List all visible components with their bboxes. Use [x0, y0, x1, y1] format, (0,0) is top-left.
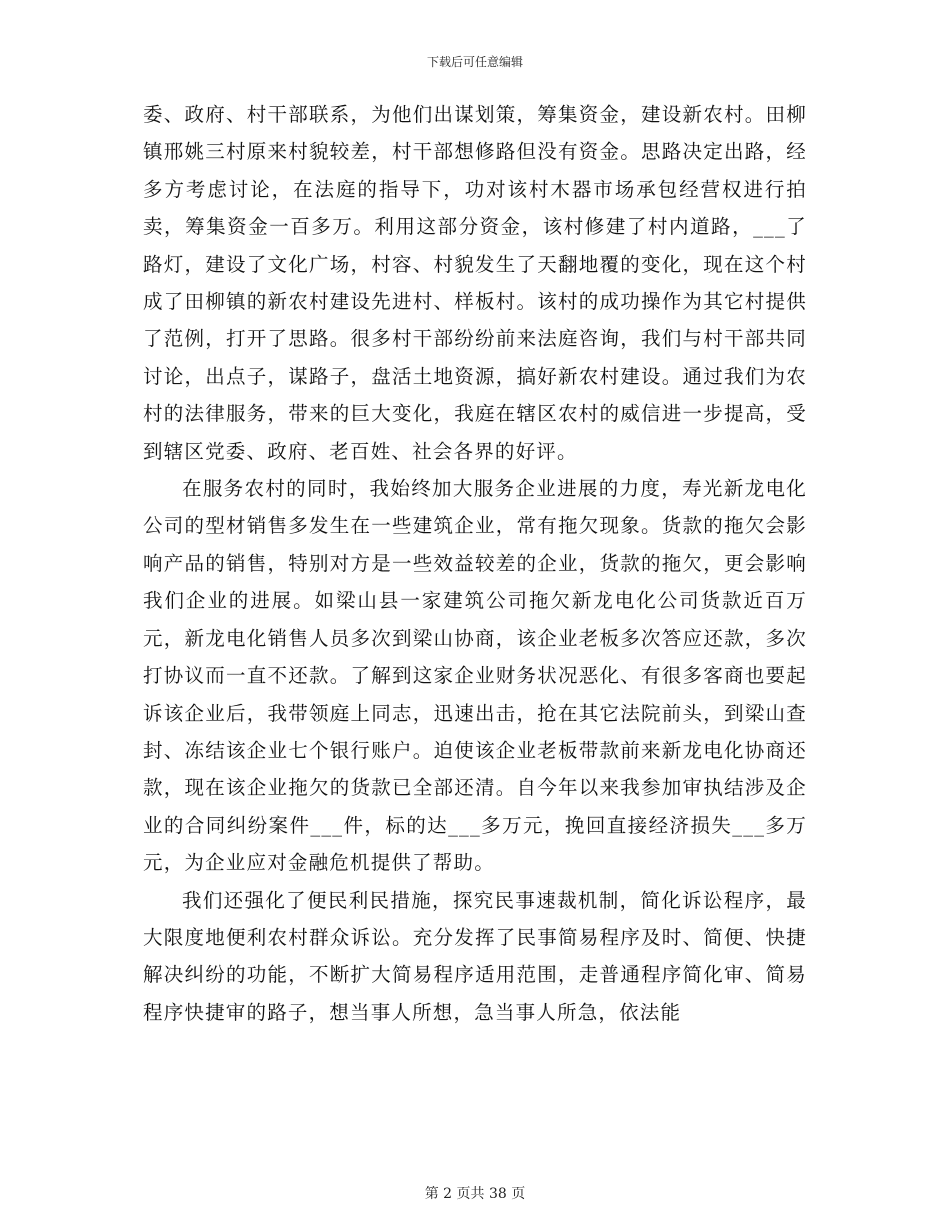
paragraph-1: 委、政府、村干部联系，为他们出谋划策，筹集资金，建设新农村。田柳镇邢姚三村原来村貌较差，村干部想修路但没有资金。思路决定出路，经多方考虑讨论，在法庭的指导下，功对该村木器市场承包经营权进行拍卖，筹集资金一百多万。利用这部分资金，该村修建了村内道路，___了路灯，建设了文化广场，村容、村貌发生了天翻地覆的变化，现在这个村成了田柳镇的新农村建设先进村、样板村。该村的成功操作为其它村提供了范例，打开了思路。很多村干部纷纷前来法庭咨询，我们与村干部共同讨论，出点子，谋路子，盘活土地资源，搞好新农村建设。通过我们为农村的法律服务，带来的巨大变化，我庭在辖区农村的威信进一步提高，受到辖区党委、政府、老百姓、社会各界的好评。 [143, 103, 807, 463]
paragraph-3: 我们还强化了便民利民措施，探究民事速裁机制，简化诉讼程序，最大限度地便利农村群众诉讼。充分发挥了民事简易程序及时、简便、快捷解决纠纷的功能，不断扩大简易程序适用范围，走普通程序简化审、简易程序快捷审的路子，想当事人所想，急当事人所急，依法能 [143, 888, 807, 1024]
document-body [143, 96, 807, 1031]
page-footer: 第 2 页共 38 页 [424, 1186, 526, 1202]
paragraph-2: 在服务农村的同时，我始终加大服务企业进展的力度，寿光新龙电化公司的型材销售多发生在一些建筑企业，常有拖欠现象。货款的拖欠会影响产品的销售，特别对方是一些效益较差的企业，货款的拖欠，更会影响我们企业的进展。如梁山县一家建筑公司拖欠新龙电化公司货款近百万元，新龙电化销售人员多次到梁山协商，该企业老板多次答应还款，多次打协议而一直不还款。了解到这家企业财务状况恶化、有很多客商也要起诉该企业后，我带领庭上同志，迅速出击，抢在其它法院前头，到梁山查封、冻结该企业七个银行账户。迫使该企业老板带款前来新龙电化协商还款，现在该企业拖欠的货款已全部还清。自今年以来我参加审执结涉及企业的合同纠纷案件___件，标的达___多万元，挽回直接经济损失___多万元，为企业应对金融危机提供了帮助。 [143, 477, 807, 875]
page-header: 下载后可任意编辑 [426, 55, 523, 69]
